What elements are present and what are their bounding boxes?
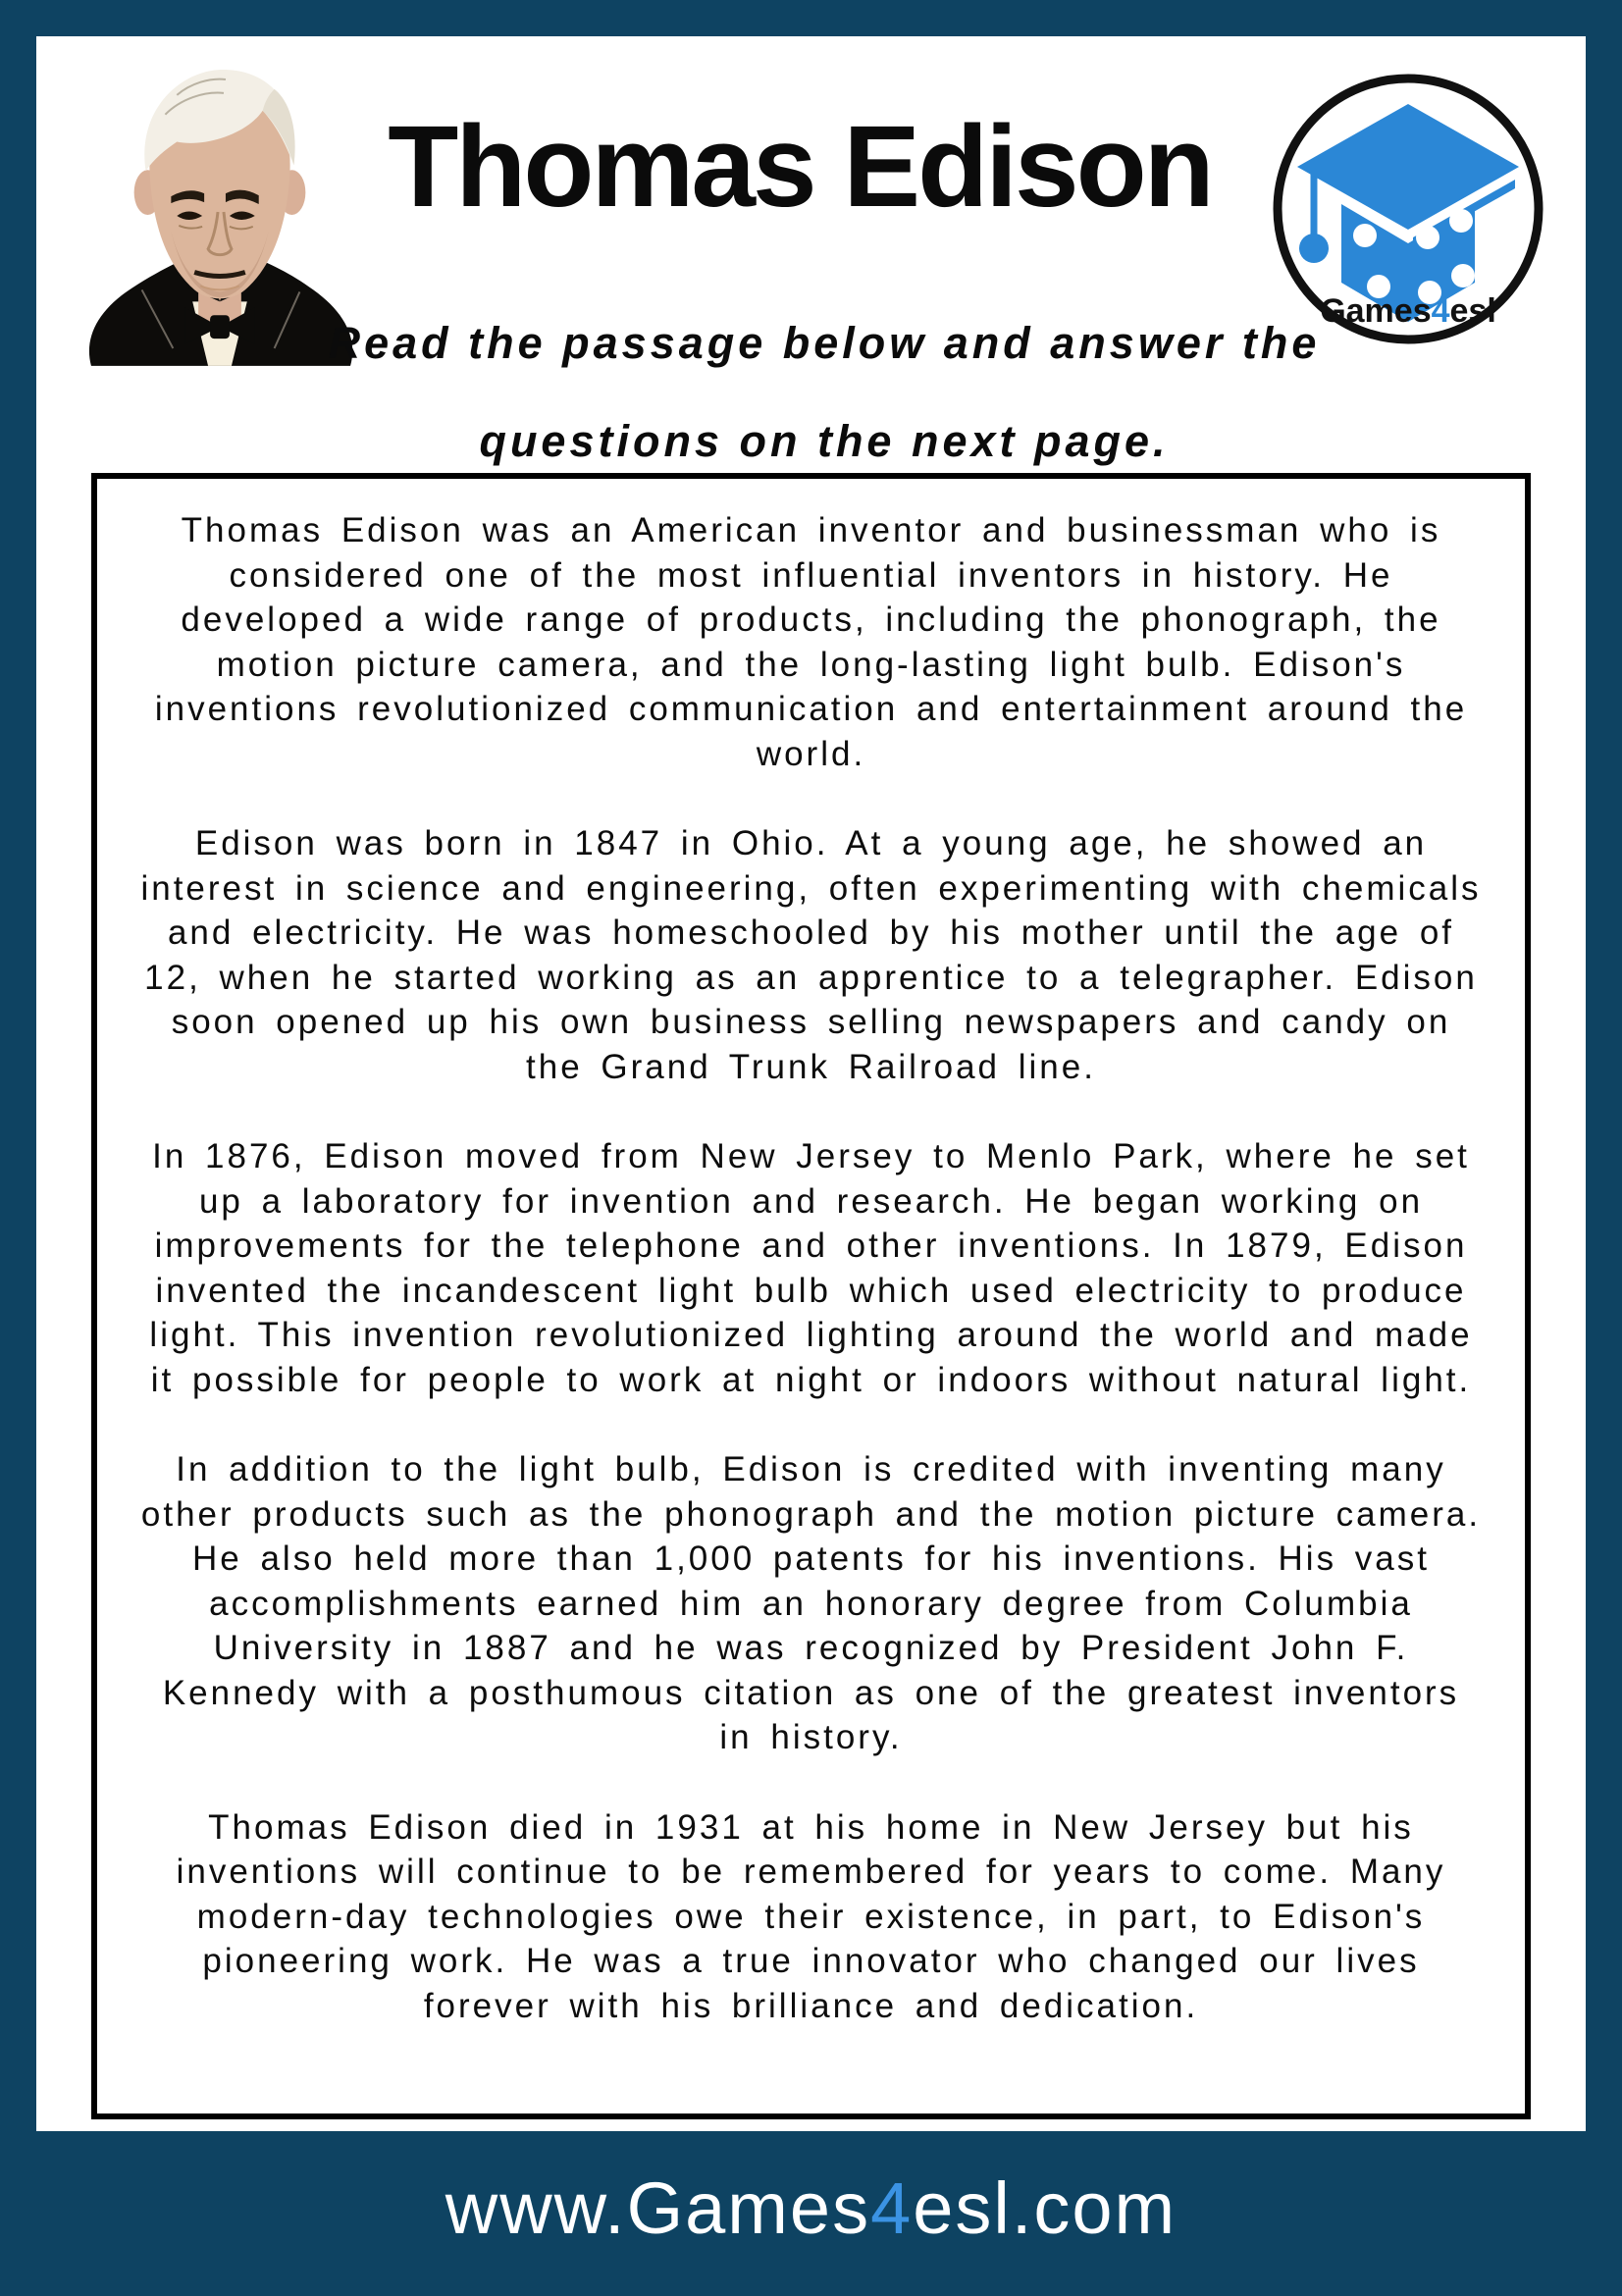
footer-url-four: 4	[870, 2167, 914, 2249]
logo-wordmark: Games4esl	[1320, 292, 1496, 330]
passage-paragraph-3: In 1876, Edison moved from New Jersey to Menlo Park, where he set up a laboratory for invention and research. He began working on improvements for the telephone and other inventions. In 1879, Edison invented the incandescent light bulb which used electricity to produce light. This invention revolutionized lighting around the world and made it possible for people to work at night or indoors without natural light.	[149, 1137, 1473, 1399]
passage-paragraph-5: Thomas Edison died in 1931 at his home in New Jersey but his inventions will continue to be remembered for years to come. Many modern-day technologies owe their existence, in part, to Edison's pioneering work. He was a true innovator who changed our lives forever with his brilliance and dedication.	[176, 1807, 1446, 2025]
passage-paragraph-1: Thomas Edison was an American inventor and businessman who is considered one of the most influential inventors in history. He developed a wide range of products, including the phonograph, the motion picture camera, and the long-lasting light bulb. Edison's inventions revolutionized communication and entertainment around the world.	[154, 511, 1468, 773]
passage-box	[91, 473, 1531, 2119]
footer-url-prefix: www.Games	[445, 2167, 871, 2249]
footer-url-suffix: esl.com	[913, 2167, 1177, 2249]
passage-paragraph-4: In addition to the light bulb, Edison is credited with inventing many other products such as the phonograph and the motion picture camera. He also held more than 1,000 patents for his inventions. His vast accomplishments earned him an honorary degree from Columbia University in 1887 and he was recognized by President John F. Kennedy with a posthumous citation as one of the greatest inventors in history.	[140, 1450, 1482, 1756]
footer-website-url	[0, 2151, 1622, 2267]
instruction-text	[285, 294, 1364, 491]
instruction-line-1: Read the passage below and answer the	[328, 318, 1321, 368]
passage-paragraph-2: Edison was born in 1847 in Ohio. At a young age, he showed an interest in science and engineering, often experimenting with chemicals and electricity. He was homeschooled by his mother until the age of 12, when he started working as an apprentice to a telegrapher. Edison soon opened up his own business selling newspapers and candy on the Grand Trunk Railroad line.	[140, 824, 1482, 1086]
page-title: Thomas Edison	[388, 102, 1212, 232]
instruction-line-2: questions on the next page.	[479, 416, 1170, 466]
